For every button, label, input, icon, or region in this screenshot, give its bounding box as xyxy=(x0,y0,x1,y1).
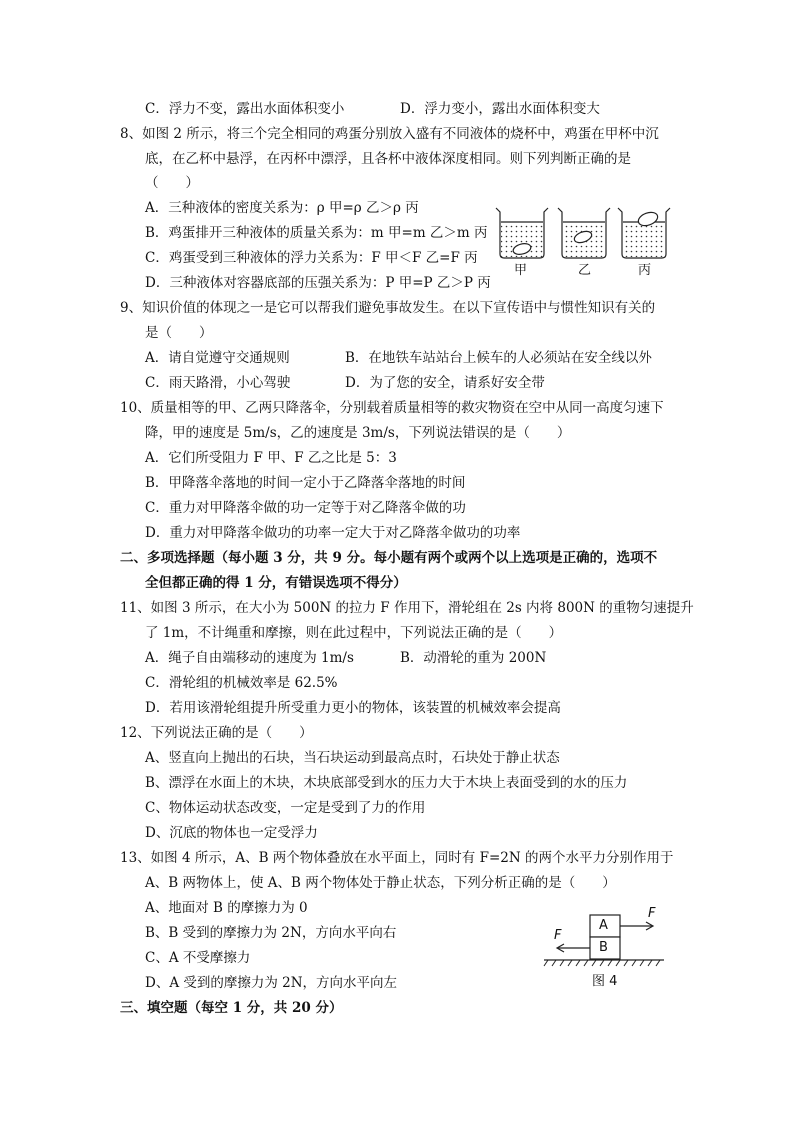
q8-option-d: D．三种液体对容器底部的压强关系为：P 甲=P 乙＞P 丙 xyxy=(145,275,491,291)
q13-option-d: D、A 受到的摩擦力为 2N，方向水平向左 xyxy=(145,975,398,991)
beakers-figure xyxy=(490,200,680,282)
q13-stem-line-2: A、B 两物体上，使 A、B 两个物体处于静止状态，下列分析正确的是（ ） xyxy=(145,875,616,891)
section-3-title: 三、填空题（每空 1 分，共 20 分） xyxy=(120,1000,343,1016)
q9-stem-line-2: 是（ ） xyxy=(145,325,213,341)
beaker-yi xyxy=(558,208,610,258)
q9-stem-line-1: 9、知识价值的体现之一是它可以帮我们避免事故发生。在以下宣传语中与惯性知识有关的 xyxy=(120,300,656,316)
q13-stem-line-1: 13、如图 4 所示，A、B 两个物体叠放在水平面上，同时有 F=2N 的两个水平力分别作用于 xyxy=(120,850,674,866)
q10-option-c: C．重力对甲降落伞做的功一定等于对乙降落伞做的功 xyxy=(145,500,466,516)
q10-stem-line-1: 10、质量相等的甲、乙两只降落伞，分别载着质量相等的救灾物资在空中从同一高度匀速下 xyxy=(120,400,664,416)
q13-option-c: C、A 不受摩擦力 xyxy=(145,950,251,966)
q11-stem-line-2: 了 1m，不计绳重和摩擦，则在此过程中，下列说法正确的是（ ） xyxy=(145,625,563,641)
section-2-title-line-1: 二、多项选择题（每小题 3 分，共 9 分。每小题有两个或两个以上选项是正确的，选项不 xyxy=(120,550,658,566)
force-label-left: F xyxy=(554,928,562,943)
q10-option-b: B．甲降落伞落地的时间一定小于乙降落伞落地的时间 xyxy=(145,475,466,491)
q12-option-b: B、漂浮在水面上的木块，木块底部受到水的压力大于木块上表面受到的水的压力 xyxy=(145,775,628,791)
beaker-label-jia: 甲 xyxy=(514,263,528,278)
q8-stem-line-2: 底，在乙杯中悬浮，在丙杯中漂浮，且各杯中液体深度相同。则下列判断正确的是 xyxy=(145,151,631,167)
q10-option-a: A．它们所受阻力 F 甲、F 乙之比是 5：3 xyxy=(145,450,397,466)
q9-option-c: C．雨天路滑，小心驾驶 xyxy=(145,375,291,391)
q11-stem-line-1: 11、如图 3 所示，在大小为 500N 的拉力 F 作用下，滑轮组在 2s 内将 800N 的重物匀速提升 xyxy=(120,600,694,616)
q9-option-d: D．为了您的安全，请系好安全带 xyxy=(345,375,545,391)
q12-option-a: A、竖直向上抛出的石块，当石块运动到最高点时，石块处于静止状态 xyxy=(145,750,560,766)
q9-option-b: B．在地铁车站站台上候车的人必须站在安全线以外 xyxy=(345,350,652,366)
q12-stem: 12、下列说法正确的是（ ） xyxy=(120,725,313,741)
figure-4-caption: 图 4 xyxy=(592,974,618,989)
force-label-right: F xyxy=(648,906,656,921)
q8-answer-paren: （ ） xyxy=(145,175,199,191)
q10-option-d: D．重力对甲降落伞做功的功率一定大于对乙降落伞做功的功率 xyxy=(145,525,521,541)
block-b-label: B xyxy=(599,940,608,955)
q7-option-c: C．浮力不变，露出水面体积变小 xyxy=(145,101,345,117)
q12-option-c: C、物体运动状态改变，一定是受到了力的作用 xyxy=(145,800,426,816)
block-a-label: A xyxy=(599,918,608,933)
q12-option-d: D、沉底的物体也一定受浮力 xyxy=(145,825,318,841)
q11-option-c: C．滑轮组的机械效率是 62.5% xyxy=(145,675,338,691)
q11-option-b: B．动滑轮的重为 200N xyxy=(400,650,547,666)
q11-option-d: D．若用该滑轮组提升所受重力更小的物体，该装置的机械效率会提高 xyxy=(145,700,561,716)
stacked-blocks-figure xyxy=(540,905,670,997)
q7-option-d: D．浮力变小，露出水面体积变大 xyxy=(400,101,600,117)
beaker-bing xyxy=(618,208,670,258)
beaker-label-yi: 乙 xyxy=(578,263,592,278)
q9-option-a: A．请自觉遵守交通规则 xyxy=(145,350,290,366)
ground-hatch xyxy=(544,960,660,966)
q13-option-b: B、B 受到的摩擦力为 2N，方向水平向右 xyxy=(145,925,397,941)
section-2-title-line-2: 全但都正确的得 1 分，有错误选项不得分） xyxy=(145,575,407,591)
q8-option-c: C．鸡蛋受到三种液体的浮力关系为：F 甲＜F 乙=F 丙 xyxy=(145,250,478,266)
beaker-jia xyxy=(496,208,548,258)
q8-option-b: B．鸡蛋排开三种液体的质量关系为：m 甲=m 乙＞m 丙 xyxy=(145,225,488,241)
q13-option-a: A、地面对 B 的摩擦力为 0 xyxy=(145,900,308,916)
q10-stem-line-2: 降，甲的速度是 5m/s，乙的速度是 3m/s，下列说法错误的是（ ） xyxy=(145,425,571,441)
q11-option-a: A．绳子自由端移动的速度为 1m/s xyxy=(145,650,354,666)
q8-option-a: A．三种液体的密度关系为：ρ 甲=ρ 乙＞ρ 丙 xyxy=(145,200,419,216)
q8-stem-line-1: 8、如图 2 所示，将三个完全相同的鸡蛋分别放入盛有不同液体的烧杯中，鸡蛋在甲杯中沉 xyxy=(120,126,659,142)
beaker-label-bing: 丙 xyxy=(638,263,652,278)
